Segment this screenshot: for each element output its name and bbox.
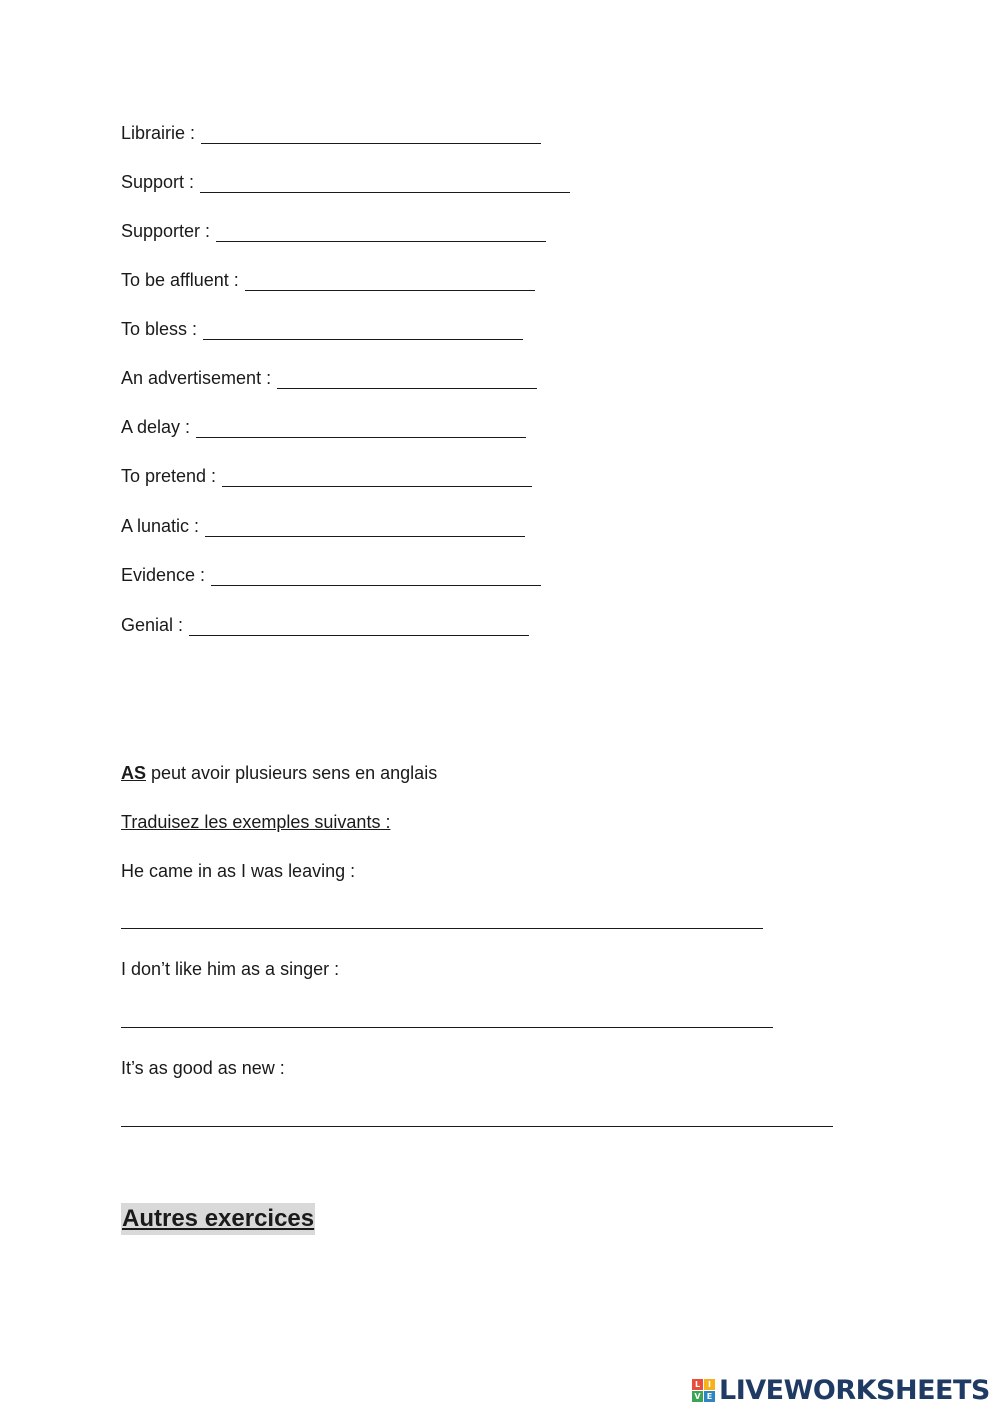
answer-blank[interactable] (201, 125, 541, 144)
answer-blank[interactable] (277, 370, 537, 389)
vocab-item-a-lunatic (121, 515, 525, 537)
answer-blank[interactable] (211, 567, 541, 586)
answer-blank[interactable] (189, 617, 529, 636)
liveworksheets-logo-icon: L I V E (692, 1379, 715, 1402)
sentence-text: He came in as I was leaving : (121, 861, 356, 881)
as-sentence-3 (121, 1057, 285, 1079)
as-intro (121, 762, 437, 784)
vocab-term: To be affluent : (121, 270, 239, 290)
answer-blank[interactable] (245, 272, 535, 291)
vocab-term: A delay : (121, 417, 191, 437)
sentence-text: I don’t like him as a singer : (121, 959, 340, 979)
answer-blank[interactable] (200, 174, 570, 193)
vocab-term: Support : (121, 172, 195, 192)
vocab-item-librairie (121, 122, 541, 144)
vocab-term: To pretend : (121, 466, 217, 486)
vocab-item-to-be-affluent (121, 269, 535, 291)
vocab-term: A lunatic : (121, 516, 200, 536)
other-exercises-heading: Autres exercices (121, 1203, 315, 1235)
answer-blank[interactable] (205, 518, 525, 537)
vocab-item-to-pretend (121, 465, 532, 487)
liveworksheets-logo (692, 1372, 990, 1408)
sentence-text: It’s as good as new : (121, 1058, 285, 1078)
translation-blank-1[interactable] (121, 928, 763, 929)
vocab-term: To bless : (121, 319, 198, 339)
as-keyword: AS (121, 763, 147, 783)
as-intro-text: peut avoir plusieurs sens en anglais (146, 763, 438, 783)
answer-blank[interactable] (203, 321, 523, 340)
vocab-item-to-bless (121, 318, 523, 340)
vocab-item-an-advertisement (121, 367, 537, 389)
as-sentence-2 (121, 958, 339, 980)
vocab-term: Genial : (121, 615, 184, 635)
answer-blank[interactable] (222, 468, 532, 487)
translation-blank-2[interactable] (121, 1027, 773, 1028)
logo-text: LIVEWORKSHEETS (719, 1374, 990, 1406)
vocab-term: Supporter : (121, 221, 211, 241)
answer-blank[interactable] (196, 419, 526, 438)
vocab-item-genial (121, 614, 529, 636)
as-sentence-1 (121, 860, 355, 882)
translation-blank-3[interactable] (121, 1126, 833, 1127)
instruction-text: Traduisez les exemples suivants : (121, 812, 391, 832)
vocab-term: Librairie : (121, 123, 196, 143)
vocab-item-evidence (121, 564, 541, 586)
vocab-term: Evidence : (121, 565, 206, 585)
vocab-item-support (121, 171, 570, 193)
vocab-item-supporter (121, 220, 546, 242)
vocab-term: An advertisement : (121, 368, 272, 388)
as-instruction (121, 811, 390, 833)
answer-blank[interactable] (216, 223, 546, 242)
vocab-item-a-delay (121, 416, 526, 438)
